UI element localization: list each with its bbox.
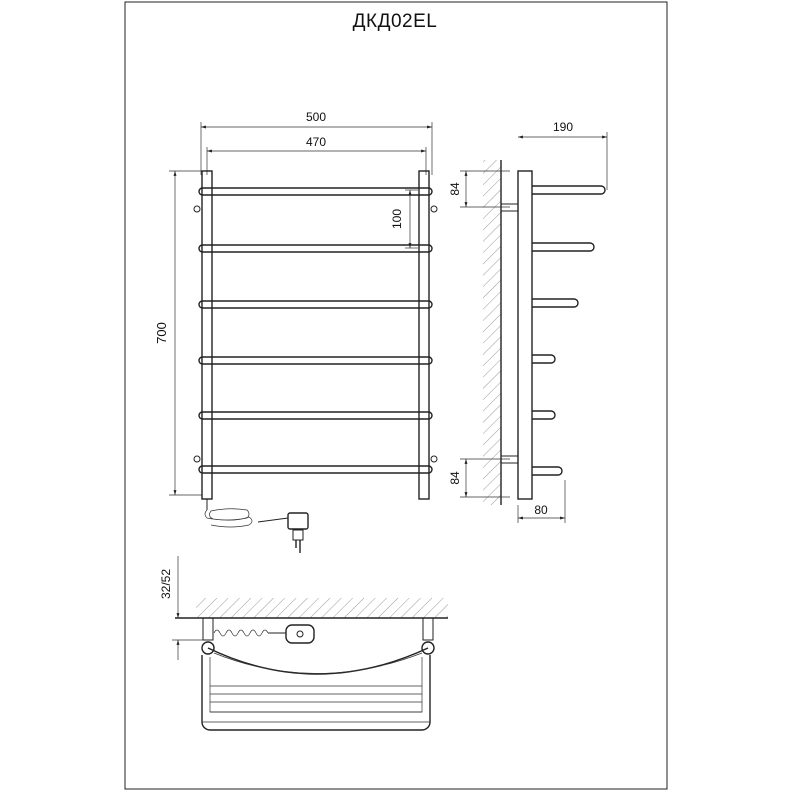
cord-coil	[214, 630, 268, 636]
side-view	[448, 120, 607, 523]
top-view	[159, 556, 448, 730]
top-rung-arc	[214, 653, 422, 674]
plug-socket-icon	[297, 631, 303, 637]
dim-rung-spacing: 100	[390, 208, 404, 230]
rung	[199, 466, 432, 473]
rung	[199, 188, 432, 195]
top-rung-arc	[208, 648, 428, 674]
power-plug-icon	[286, 625, 314, 643]
top-rung-outline	[202, 655, 430, 730]
wall-hatch-top	[196, 598, 448, 618]
side-rung	[532, 243, 594, 251]
power-plug-icon	[288, 513, 308, 529]
drawing-title: ДКД02EL	[352, 11, 438, 32]
sheet-frame	[125, 2, 667, 789]
power-cord	[205, 499, 308, 553]
mount-bolt	[194, 206, 200, 212]
side-rung	[532, 411, 555, 419]
side-rung	[532, 467, 562, 475]
top-bracket	[203, 618, 213, 640]
dim-width-inner: 470	[305, 135, 327, 149]
side-rung	[532, 299, 578, 307]
side-rung	[532, 355, 555, 363]
wall-hatch	[483, 160, 501, 505]
mount-bolt	[431, 206, 437, 212]
side-rung	[532, 186, 605, 194]
dim-depth-top: 190	[552, 120, 574, 134]
rung	[199, 412, 432, 419]
side-post	[518, 171, 532, 499]
dim-width-outer: 500	[305, 110, 327, 124]
top-rung-outline	[210, 657, 422, 712]
dim-depth-bottom: 80	[534, 503, 548, 517]
front-view	[154, 110, 437, 553]
rung	[199, 357, 432, 364]
dim-wall-gap: 32/52	[159, 568, 173, 600]
dim-mount-top: 84	[448, 182, 462, 196]
rung	[199, 245, 432, 252]
dim-height: 700	[154, 322, 169, 344]
left-post	[202, 171, 212, 499]
wall-bracket	[501, 456, 518, 463]
dim-mount-bottom: 84	[448, 471, 462, 485]
mount-bolt	[431, 456, 437, 462]
mount-bolt	[194, 456, 200, 462]
rung	[199, 301, 432, 308]
wall-bracket	[501, 204, 518, 211]
top-bracket	[423, 618, 433, 640]
right-post	[419, 171, 429, 499]
